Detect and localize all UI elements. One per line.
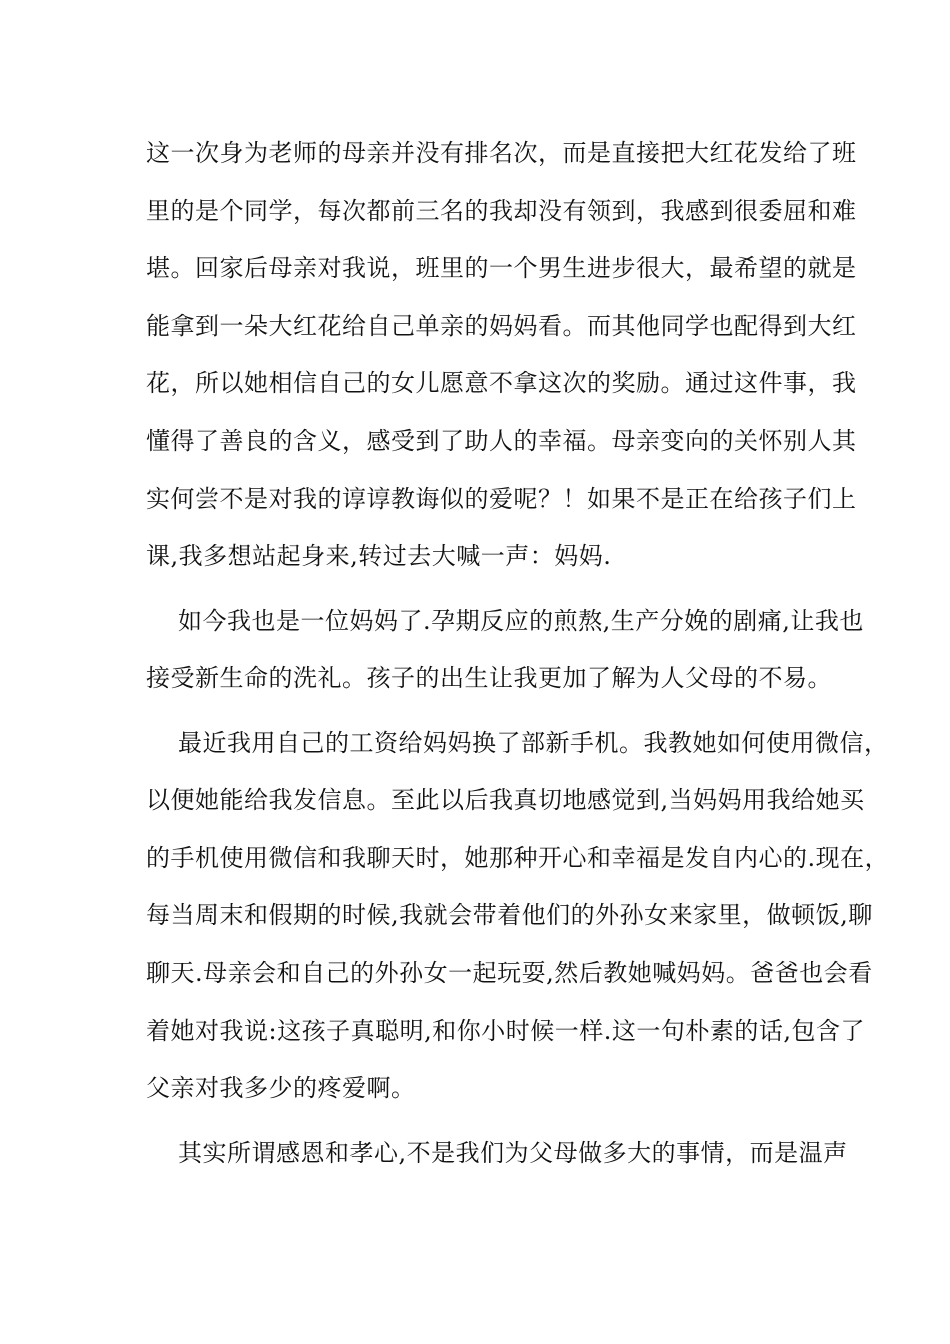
paragraph-3-line-7: 父亲对我多少的疼爱啊。 — [146, 1074, 416, 1102]
paragraph-3-line-6: 着她对我说:这孩子真聪明,和你小时候一样.这一句朴素的话,包含了 — [146, 1017, 865, 1045]
paragraph-1-line-3: 堪。回家后母亲对我说，班里的一个男生进步很大，最希望的就是 — [146, 254, 857, 282]
paragraph-1-line-1: 这一次身为老师的母亲并没有排名次，而是直接把大红花发给了班 — [146, 139, 857, 167]
paragraph-3-line-3: 的手机使用微信和我聊天时，她那种开心和幸福是发自内心的.现在， — [146, 844, 890, 872]
paragraph-4-line-1: 其实所谓感恩和孝心,不是我们为父母做多大的事情，而是温声 — [178, 1139, 848, 1167]
paragraph-1-line-6: 懂得了善良的含义，感受到了助人的幸福。母亲变向的关怀别人其 — [146, 427, 857, 455]
paragraph-1-line-2: 里的是个同学，每次都前三名的我却没有领到，我感到很委屈和难 — [146, 197, 857, 225]
paragraph-2-line-2: 接受新生命的洗礼。孩子的出生让我更加了解为人父母的不易。 — [146, 664, 832, 692]
paragraph-3-line-4: 每当周末和假期的时候,我就会带着他们的外孙女来家里，做顿饭,聊 — [146, 901, 873, 929]
paragraph-1-line-8: 课,我多想站起身来,转过去大喊一声：妈妈. — [146, 542, 612, 570]
paragraph-3-line-2: 以便她能给我发信息。至此以后我真切地感觉到,当妈妈用我给她买 — [146, 786, 865, 814]
paragraph-3-line-5: 聊天.母亲会和自己的外孙女一起玩耍,然后教她喊妈妈。爸爸也会看 — [146, 959, 873, 987]
paragraph-1-line-5: 花，所以她相信自己的女儿愿意不拿这次的奖励。通过这件事，我 — [146, 369, 857, 397]
paragraph-2-line-1: 如今我也是一位妈妈了.孕期反应的煎熬,生产分娩的剧痛,让我也 — [178, 607, 864, 635]
paragraph-1-line-4: 能拿到一朵大红花给自己单亲的妈妈看。而其他同学也配得到大红 — [146, 312, 857, 340]
paragraph-3-line-1: 最近我用自己的工资给妈妈换了部新手机。我教她如何使用微信， — [178, 729, 889, 757]
paragraph-1-line-7: 实何尝不是对我的谆谆教诲似的爱呢？！如果不是正在给孩子们上 — [146, 485, 857, 513]
